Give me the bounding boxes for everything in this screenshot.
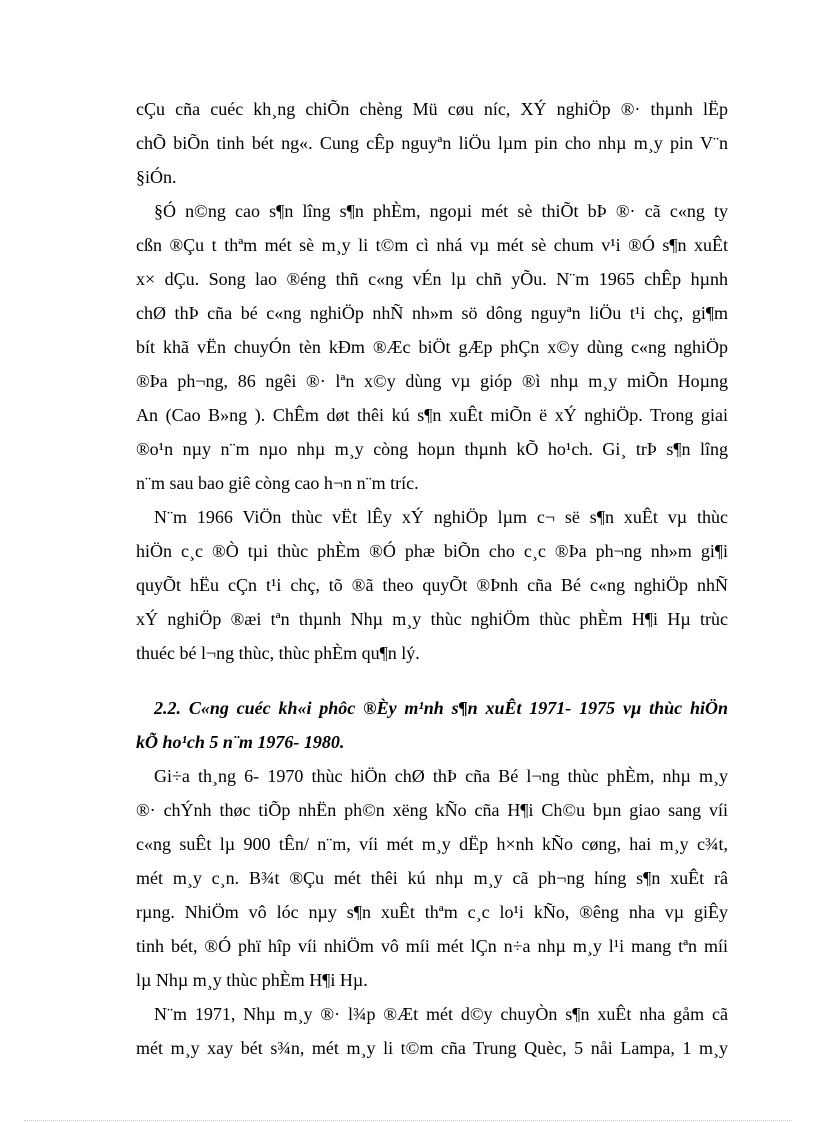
text-line: x× dÇu. Song lao ®éng thñ c«ng vÉn lµ chñ yÕu. N¨m 1965 chÊp hµnh [136, 269, 728, 289]
text-line: An (Cao B»ng ). ChÊm døt thêi kú s¶n xuÊt miÕn ë xÝ nghiÖp. Trong giai [136, 405, 728, 425]
text-line: hiÖn c¸c ®Ò tµi thùc phÈm ®Ó phæ biÕn cho c¸c ®Þa ph¬ng nh»m gi¶i [136, 541, 728, 561]
section-heading: kÕ ho¹ch 5 n¨m 1976- 1980. [136, 732, 345, 752]
text-line: chÕ biÕn tinh bét ng«. Cung cÊp nguyªn liÖu lµm pin cho nhµ m¸y pin V¨n [136, 133, 728, 153]
text-line: mét m¸y c¸n. B¾t ®Çu mét thêi kú nhµ m¸y cã ph¬ng híng s¶n xuÊt râ [136, 868, 728, 888]
text-line: cßn ®Çu t thªm mét sè m¸y li t©m cì nhá vµ mét sè chum v¹i ®Ó s¶n xuÊt [136, 235, 728, 255]
text-line: ®o¹n nµy n¨m nµo nhµ m¸y còng hoµn thµnh kÕ ho¹ch. Gi¸ trÞ s¶n lîng [136, 439, 728, 459]
section-heading: 2.2. C«ng cuéc kh«i phôc ®Èy m¹nh s¶n xuÊt 1971- 1975 vµ thùc hiÖn [154, 698, 728, 718]
text-line: N¨m 1971, Nhµ m¸y ®· l¾p ®Æt mét d©y chuyÒn s¶n xuÊt nha gåm cã [154, 1004, 728, 1024]
text-line: §Ó n©ng cao s¶n lîng s¶n phÈm, ngoµi mét sè thiÕt bÞ ®· cã c«ng ty [154, 201, 728, 221]
text-line: tinh bét, ®Ó phï hîp víi nhiÖm vô míi mét lÇn n÷a nhµ m¸y l¹i mang tªn míi [136, 936, 728, 956]
text-line: c«ng suÊt lµ 900 tÊn/ n¨m, víi mét m¸y dËp h×nh kÑo cøng, hai m¸y c¾t, [136, 834, 728, 854]
text-line: §iÓn. [136, 167, 177, 187]
text-line: cÇu cña cuéc kh¸ng chiÕn chèng Mü cøu níc, XÝ nghiÖp ®· thµnh lËp [136, 99, 728, 119]
text-line: thuéc bé l¬ng thùc, thùc phÈm qu¶n lý. [136, 643, 420, 663]
text-line: rµng. NhiÖm vô lóc nµy s¶n xuÊt thªm c¸c lo¹i kÑo, ®êng nha vµ giÊy [136, 902, 728, 922]
text-line: n¨m sau bao giê còng cao h¬n n¨m tríc. [136, 473, 419, 493]
text-line: lµ Nhµ m¸y thùc phÈm H¶i Hµ. [136, 970, 368, 990]
text-line: ®Þa ph¬ng, 86 ngêi ®· lªn x©y dùng vµ gióp ®ì nhµ m¸y miÕn Hoµng [136, 371, 728, 391]
text-line: N¨m 1966 ViÖn thùc vËt lÊy xÝ nghiÖp lµm c¬ së s¶n xuÊt vµ thùc [154, 507, 728, 527]
text-line: ®· chÝnh thøc tiÕp nhËn ph©n xëng kÑo cña H¶i Ch©u bµn giao sang víi [136, 800, 728, 820]
text-line: chØ thÞ cña bé c«ng nghiÖp nhÑ nh»m sö dông nguyªn liÖu t¹i chç, gi¶m [136, 303, 728, 323]
text-line: Gi÷a th¸ng 6- 1970 thùc hiÖn chØ thÞ cña Bé l¬ng thùc phÈm, nhµ m¸y [154, 766, 728, 786]
text-line: xÝ nghiÖp ®æi tªn thµnh Nhµ m¸y thùc nghiÖm thùc phÈm H¶i Hµ trùc [136, 609, 728, 629]
text-line: bít khã vËn chuyÓn tèn kÐm ®Æc biÖt gÆp phÇn x©y dùng c«ng nghiÖp [136, 337, 728, 357]
text-line: quyÕt hËu cÇn t¹i chç, tõ ®ã theo quyÕt ®Þnh cña Bé c«ng nghiÖp nhÑ [136, 575, 728, 595]
page-bottom-divider [24, 1120, 792, 1121]
text-line: mét m¸y xay bét s¾n, mét m¸y li t©m cña Trung Quèc, 5 nåi Lampa, 1 m¸y [136, 1038, 728, 1058]
